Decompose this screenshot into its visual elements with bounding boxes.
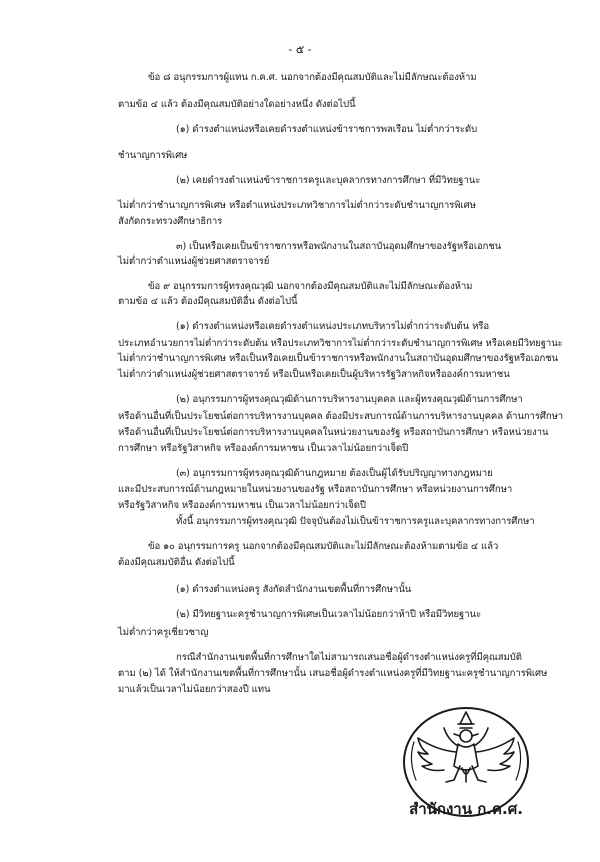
body-line: มาแล้วเป็นเวลาไม่น้อยกว่าสองปี แทน [118, 684, 271, 695]
seal-caption: สำนักงาน ก.ค.ศ. [409, 800, 523, 818]
body-line: ต้องมีคุณสมบัติอื่น ดังต่อไปนี้ [118, 557, 235, 568]
body-line: หรือรัฐวิสาหกิจ หรือองค์การมหาชน เป็นเวลาไม่น้อยกว่าเจ็ดปี [118, 500, 366, 511]
body-line: ไม่ต่ำกว่าตำแหน่งผู้ช่วยศาสตราจารย์ หรือเป็นหรือเคยเป็นผู้บริหารรัฐวิสาหกิจหรือองค์การมหาชน [118, 369, 510, 380]
body-line: (๒) อนุกรรมการผู้ทรงคุณวุฒิด้านการบริหารงานบุคคล และผู้ทรงคุณวุฒิด้านการศึกษา [176, 394, 523, 405]
body-line: (๑) ดำรงตำแหน่งหรือเคยดำรงตำแหน่งประเภทบริหารไม่ต่ำกว่าระดับต้น หรือ [176, 321, 490, 332]
body-line: ๓) เป็นหรือเคยเป็นข้าราชการหรือพนักงานในสถาบันอุดมศึกษาของรัฐหรือเอกชน [176, 241, 502, 252]
body-line: การศึกษา หรือรัฐวิสาหกิจ หรือองค์การมหาชน เป็นเวลาไม่น้อยกว่าเจ็ดปี [118, 443, 409, 454]
body-line: กรณีสำนักงานเขตพื้นที่การศึกษาใดไม่สามารถเสนอชื่อผู้ดำรงตำแหน่งครูที่มีคุณสมบัติ [176, 652, 522, 663]
body-line: ข้อ ๘ อนุกรรมการผู้แทน ก.ค.ศ. นอกจากต้องมีคุณสมบัติและไม่มีลักษณะต้องห้าม [148, 72, 477, 83]
body-line: ไม่ต่ำกว่าตำแหน่งผู้ช่วยศาสตราจารย์ [118, 256, 270, 267]
body-line: ไม่ต่ำกว่าชำนาญการพิเศษ หรือเป็นหรือเคยเป็นข้าราชการหรือพนักงานในสถาบันอุดมศึกษาของรัฐหรือเอกชน [118, 353, 559, 364]
page-number: - ๕ - [288, 43, 312, 56]
body-line: (๑) ดำรงตำแหน่งครู สังกัดสำนักงานเขตพื้นที่การศึกษานั้น [176, 584, 412, 595]
body-line: ตาม (๒) ได้ ให้สำนักงานเขตพื้นที่การศึกษานั้น เสนอชื่อผู้ดำรงตำแหน่งครูที่มีวิทยฐานะครูชำนาญการพิเศษ [118, 668, 548, 679]
body-line: หรือด้านอื่นที่เป็นประโยชน์ต่อการบริหารงานบุคคล ต้องมีประสบการณ์ด้านการบริหารงานบุคคล ด้านการศึกษา [118, 411, 564, 422]
body-line: ชำนาญการพิเศษ [118, 150, 188, 161]
body-line: ไม่ต่ำกว่าชำนาญการพิเศษ หรือตำแหน่งประเภทวิชาการไม่ต่ำกว่าระดับชำนาญการพิเศษ [118, 200, 476, 211]
body-line: ข้อ ๑๐ อนุกรรมการครู นอกจากต้องมีคุณสมบัติและไม่มีลักษณะต้องห้ามตามข้อ ๔ แล้ว [148, 541, 499, 552]
body-line: (๓) อนุกรรมการผู้ทรงคุณวุฒิด้านกฎหมาย ต้องเป็นผู้ได้รับปริญญาทางกฎหมาย [176, 468, 493, 479]
body-line: ตามข้อ ๔ แล้ว ต้องมีคุณสมบัติอื่น ดังต่อไปนี้ [118, 296, 298, 307]
body-line: ข้อ ๙ อนุกรรมการผู้ทรงคุณวุฒิ นอกจากต้องมีคุณสมบัติและไม่มีลักษณะต้องห้าม [148, 281, 473, 292]
body-line: หรือด้านอื่นที่เป็นประโยชน์ต่อการบริหารงานบุคคลในหน่วยงานของรัฐ หรือสถาบันการศึกษา หรือหน่วยงาน [118, 427, 549, 438]
body-line: (๒) มีวิทยฐานะครูชำนาญการพิเศษเป็นเวลาไม่น้อยกว่าห้าปี หรือมีวิทยฐานะ [176, 609, 482, 620]
body-line: สังกัดกระทรวงศึกษาธิการ [118, 216, 223, 227]
body-line: (๒) เคยดำรงตำแหน่งข้าราชการครูและบุคลากรทางการศึกษา ที่มีวิทยฐานะ [176, 175, 481, 186]
body-line: ตามข้อ ๔ แล้ว ต้องมีคุณสมบัติอย่างใดอย่างหนึ่ง ดังต่อไปนี้ [118, 99, 356, 110]
body-line: ทั้งนี้ อนุกรรมการผู้ทรงคุณวุฒิ ปัจจุบันต้องไม่เป็นข้าราชการครูและบุคลากรทางการศึกษา [176, 516, 535, 527]
body-line: (๑) ดำรงตำแหน่งหรือเคยดำรงตำแหน่งข้าราชการพลเรือน ไม่ต่ำกว่าระดับ [176, 124, 478, 135]
body-line: ประเภทอำนวยการไม่ต่ำกว่าระดับต้น หรือประเภทวิชาการไม่ต่ำกว่าระดับชำนาญการพิเศษ หรือเคยมีวิทยฐานะ [118, 338, 563, 349]
body-line: ไม่ต่ำกว่าครูเชี่ยวชาญ [118, 627, 209, 638]
office-seal [400, 706, 532, 826]
body-line: และมีประสบการณ์ด้านกฎหมายในหน่วยงานของรัฐ หรือสถาบันการศึกษา หรือหน่วยงานการศึกษา [118, 484, 513, 495]
